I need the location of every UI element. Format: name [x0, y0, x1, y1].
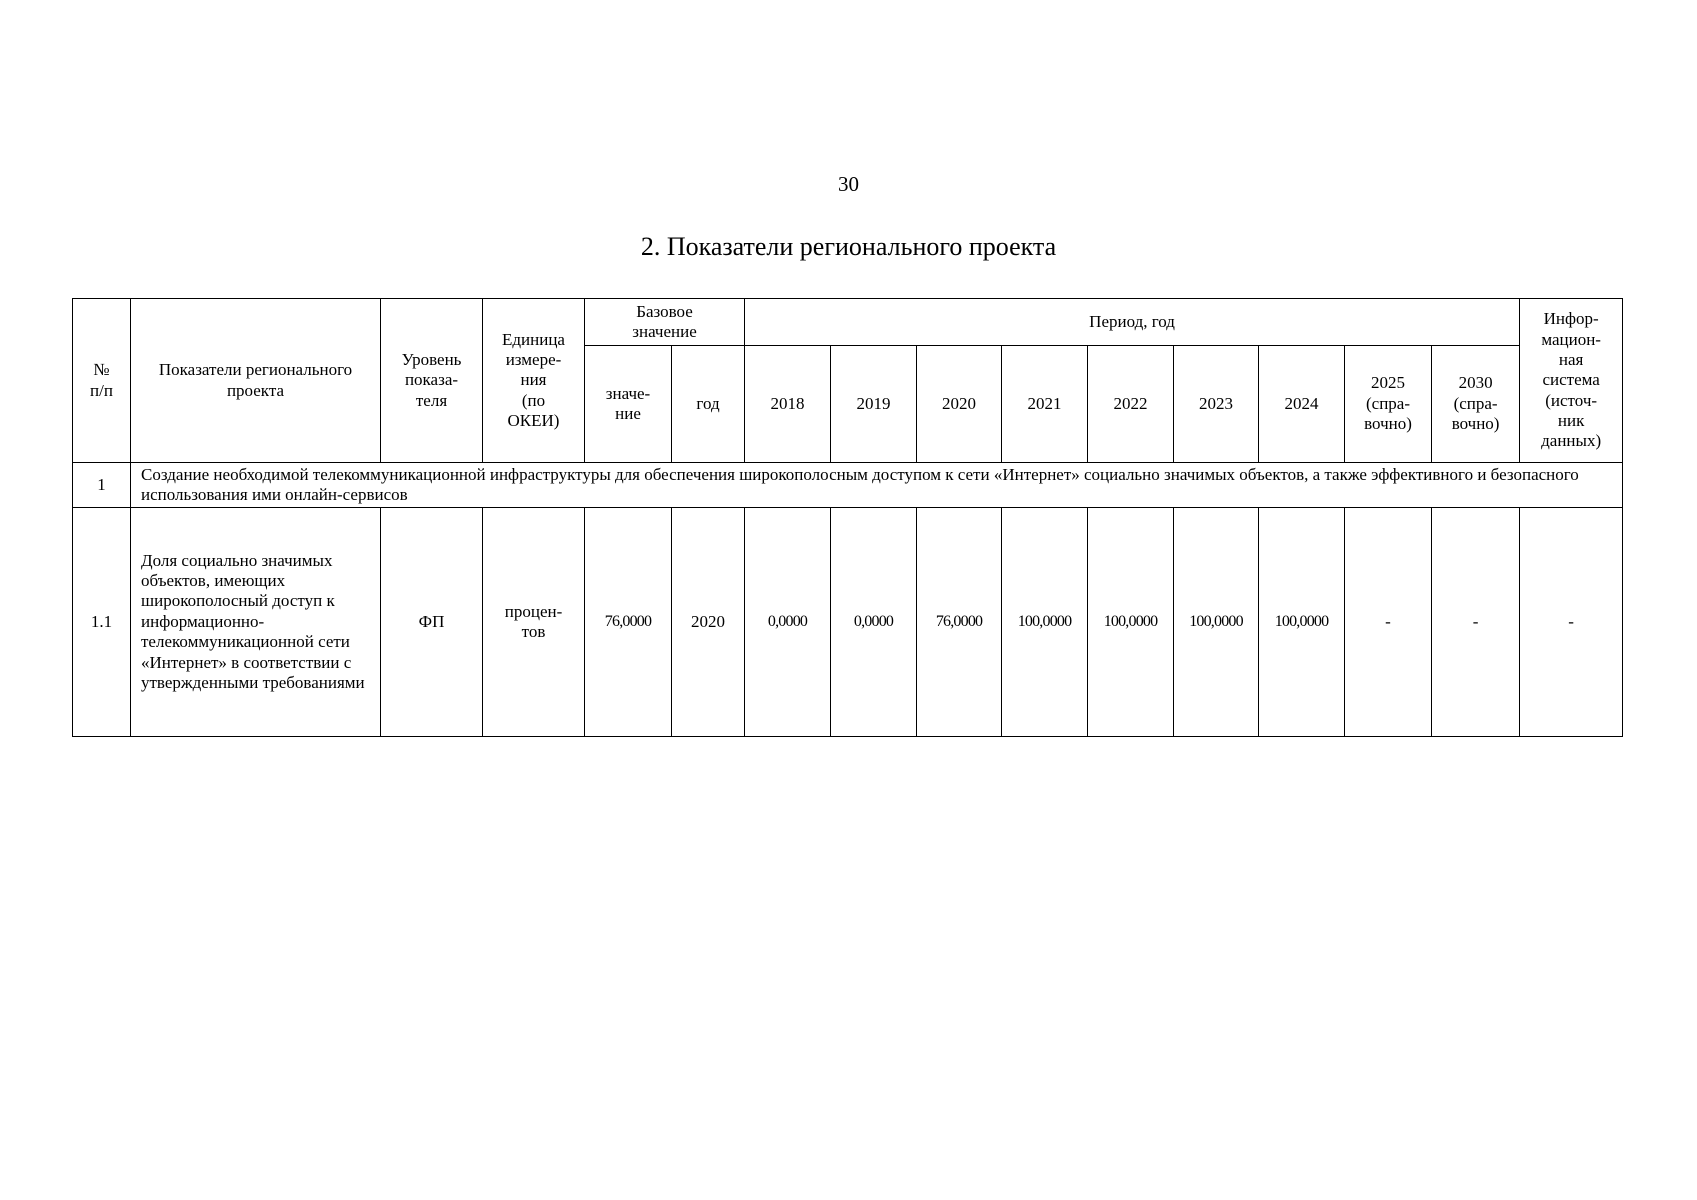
indicators-table — [72, 298, 1623, 737]
year-value: 100,0000 — [1174, 508, 1259, 737]
header-year: 2018 — [745, 346, 831, 463]
header-base-value: значе- ние — [585, 346, 672, 463]
info-system-value: - — [1520, 508, 1623, 737]
row-number: 1.1 — [73, 508, 131, 737]
year-value: - — [1345, 508, 1432, 737]
year-value: 0,0000 — [831, 508, 917, 737]
header-year: 2030 (спра- вочно) — [1432, 346, 1520, 463]
header-year: 2021 — [1002, 346, 1088, 463]
header-year: 2025 (спра- вочно) — [1345, 346, 1432, 463]
year-value: - — [1432, 508, 1520, 737]
year-value: 0,0000 — [745, 508, 831, 737]
header-year: 2019 — [831, 346, 917, 463]
year-value: 76,0000 — [917, 508, 1002, 737]
indicator-name: Доля социально значимых объектов, имеющих широкополосный доступ к информационно-телекоммуникационной сети «Интернет» в соответствии с утвержденными требованиями — [131, 508, 381, 737]
year-value: 100,0000 — [1088, 508, 1174, 737]
page-number: 30 — [838, 172, 859, 196]
indicator-level: ФП — [381, 508, 483, 737]
header-level: Уровень показа- теля — [381, 299, 483, 463]
header-year: 2024 — [1259, 346, 1345, 463]
header-info-system: Инфор- мацион- ная система (источ- ник данных) — [1520, 299, 1623, 463]
header-year: 2022 — [1088, 346, 1174, 463]
header-period: Период, год — [745, 299, 1520, 346]
header-indicator: Показатели регионального проекта — [131, 299, 381, 463]
header-base: Базовое значение — [585, 299, 745, 346]
header-base-year: год — [672, 346, 745, 463]
section-text: Создание необходимой телекоммуникационной инфраструктуры для обеспечения широкополосным доступом к сети «Интернет» социально значимых объектов, а также эффективного и безопасного использования ими онлайн-сервисов — [131, 463, 1623, 508]
header-row-top — [73, 299, 1623, 346]
indicator-unit: процен- тов — [483, 508, 585, 737]
section-number: 1 — [73, 463, 131, 508]
year-value: 100,0000 — [1002, 508, 1088, 737]
header-year: 2023 — [1174, 346, 1259, 463]
year-value: 100,0000 — [1259, 508, 1345, 737]
base-value: 76,0000 — [585, 508, 672, 737]
table-row — [73, 508, 1623, 737]
header-unit: Единица измере- ния (по ОКЕИ) — [483, 299, 585, 463]
section-title: 2. Показатели регионального проекта — [640, 232, 1057, 261]
section-row — [73, 463, 1623, 508]
base-year: 2020 — [672, 508, 745, 737]
header-year: 2020 — [917, 346, 1002, 463]
header-number: № п/п — [73, 299, 131, 463]
